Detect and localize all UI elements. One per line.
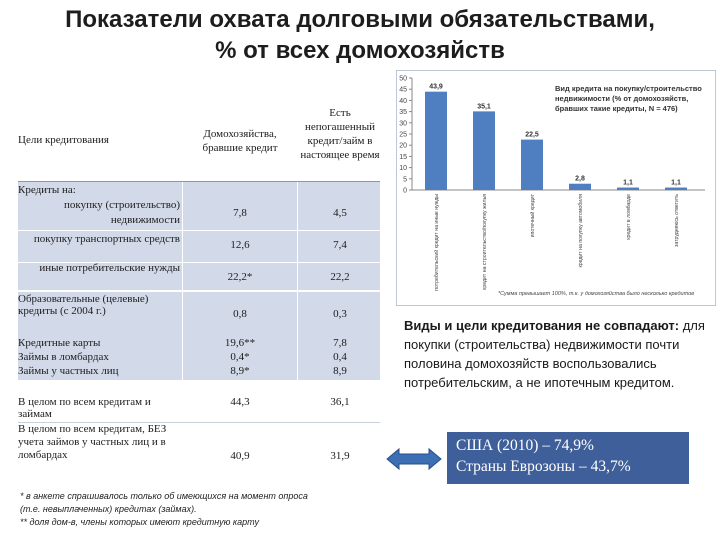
y-tick-label: 35 bbox=[399, 109, 407, 117]
bar-value-label: 43,9 bbox=[429, 83, 443, 91]
x-tick-label: кредит в ломбарде bbox=[626, 194, 632, 240]
table-cell: 0,4* bbox=[230, 351, 250, 363]
page-title bbox=[40, 4, 680, 66]
table-cell: 22,2* bbox=[227, 271, 253, 283]
table-cell: 0,8 bbox=[233, 308, 247, 320]
table-cell: 7,8 bbox=[333, 337, 347, 349]
header-purpose: Цели кредитования bbox=[18, 134, 109, 146]
table-cell: 8,9 bbox=[333, 365, 347, 377]
footnote-line: ** доля дом-в, члены которых имеют кредитную карту bbox=[20, 517, 259, 527]
comparison-eurozone: Страны Еврозоны – 43,7% bbox=[456, 458, 631, 475]
table-row-label: Займы у частных лиц bbox=[18, 365, 119, 377]
table-cell: 31,9 bbox=[330, 450, 350, 462]
y-tick-label: 50 bbox=[399, 75, 407, 83]
table-row-label: Займы в ломбардах bbox=[18, 351, 109, 363]
table-block-credits bbox=[18, 182, 380, 290]
x-tick-label: ипотечный кредит bbox=[530, 194, 536, 238]
table-row-label: иные потребительские нужды bbox=[39, 262, 180, 274]
bar-value-label: 2,8 bbox=[575, 175, 585, 183]
table-cell: 8,9* bbox=[230, 365, 250, 377]
y-tick-label: 40 bbox=[399, 97, 407, 105]
x-tick-label: кредит на покупку автомобиля bbox=[578, 194, 584, 268]
title-line-1: Показатели охвата долговыми обязательствами, bbox=[65, 6, 655, 33]
y-tick-label: 20 bbox=[399, 142, 407, 150]
footnote-line: (т.е. невыплаченных) кредитах (займах). bbox=[20, 504, 197, 514]
explanation-rest: для покупки (строительства) недвижимости почти половина домохозяйств воспользовались потребительским, а не ипотечным кредитом. bbox=[404, 318, 705, 390]
chart-footnote: *Сумма превышает 100%, т.к. у домохозяйства было несколько кредитов bbox=[498, 291, 695, 297]
x-tick-label: затрудняюсь ответить bbox=[674, 194, 680, 248]
table-header bbox=[18, 104, 380, 180]
table-row-label: Кредитные карты bbox=[18, 337, 101, 349]
y-tick-label: 45 bbox=[399, 86, 407, 94]
explanation-bold: Виды и цели кредитования не совпадают: bbox=[404, 318, 680, 333]
table-row-label: Образовательные (целевые) кредиты (с 2004 г.) bbox=[18, 293, 149, 317]
comparison-usa: США (2010) – 74,9% bbox=[456, 437, 594, 454]
table-row-label: покупку транспортных средств bbox=[33, 233, 180, 245]
footnote-line: * в анкете спрашивалось только об имеющихся на момент опроса bbox=[20, 491, 308, 501]
section-label: Кредиты на: bbox=[18, 184, 76, 196]
table-cell: 0,3 bbox=[333, 308, 347, 320]
table-cell: 36,1 bbox=[330, 396, 350, 408]
table-cell: 44,3 bbox=[230, 396, 250, 408]
table-cell: 19,6** bbox=[224, 337, 256, 349]
table-cell: 12,6 bbox=[230, 239, 250, 251]
y-tick-label: 30 bbox=[399, 120, 407, 128]
header-took-credit: Домохозяйства, бравшие кредит bbox=[202, 128, 278, 154]
table-block-other bbox=[18, 292, 380, 380]
table-cell: 7,4 bbox=[333, 239, 347, 251]
y-tick-label: 0 bbox=[403, 187, 407, 195]
table-cell: 22,2 bbox=[330, 271, 350, 283]
footnote-1 bbox=[20, 490, 380, 529]
bar-value-label: 22,5 bbox=[525, 131, 539, 139]
bar-value-label: 35,1 bbox=[477, 103, 491, 111]
bar-value-label: 1,1 bbox=[671, 179, 681, 187]
y-tick-label: 25 bbox=[399, 131, 407, 139]
table-cell: 0,4 bbox=[333, 351, 347, 363]
y-tick-label: 10 bbox=[399, 165, 407, 173]
y-tick-label: 15 bbox=[399, 153, 407, 161]
table-row-label: В целом по всем кредитам и займам bbox=[18, 396, 151, 420]
title-line-2: % от всех домохозяйств bbox=[215, 37, 505, 64]
table-cell: 4,5 bbox=[333, 207, 347, 219]
bar-value-label: 1,1 bbox=[623, 179, 633, 187]
x-tick-label: кредит на строительство/покупку жилья bbox=[482, 194, 488, 290]
x-tick-label: потребительский кредит на иные нужды bbox=[434, 194, 440, 291]
y-tick-label: 5 bbox=[403, 176, 407, 184]
table-cell: 40,9 bbox=[230, 450, 250, 462]
double-arrow-icon bbox=[385, 446, 443, 472]
table-cell: 7,8 bbox=[233, 207, 247, 219]
explanation-text bbox=[404, 316, 714, 392]
table-row-label: покупку (строительство) недвижимости bbox=[64, 199, 180, 226]
header-outstanding: Есть непогашенный кредит/займ в настоящее время bbox=[300, 107, 380, 161]
table-row-label: В целом по всем кредитам, БЕЗ учета займов у частных лиц и в ломбардах bbox=[18, 423, 167, 461]
table-block-totals bbox=[18, 382, 380, 488]
chart-title: Вид кредита на покупку/строительство недвижимости (% от домохозяйств, бравших такие кредиты, N = 476) bbox=[555, 84, 702, 113]
comparison-box bbox=[447, 432, 689, 484]
